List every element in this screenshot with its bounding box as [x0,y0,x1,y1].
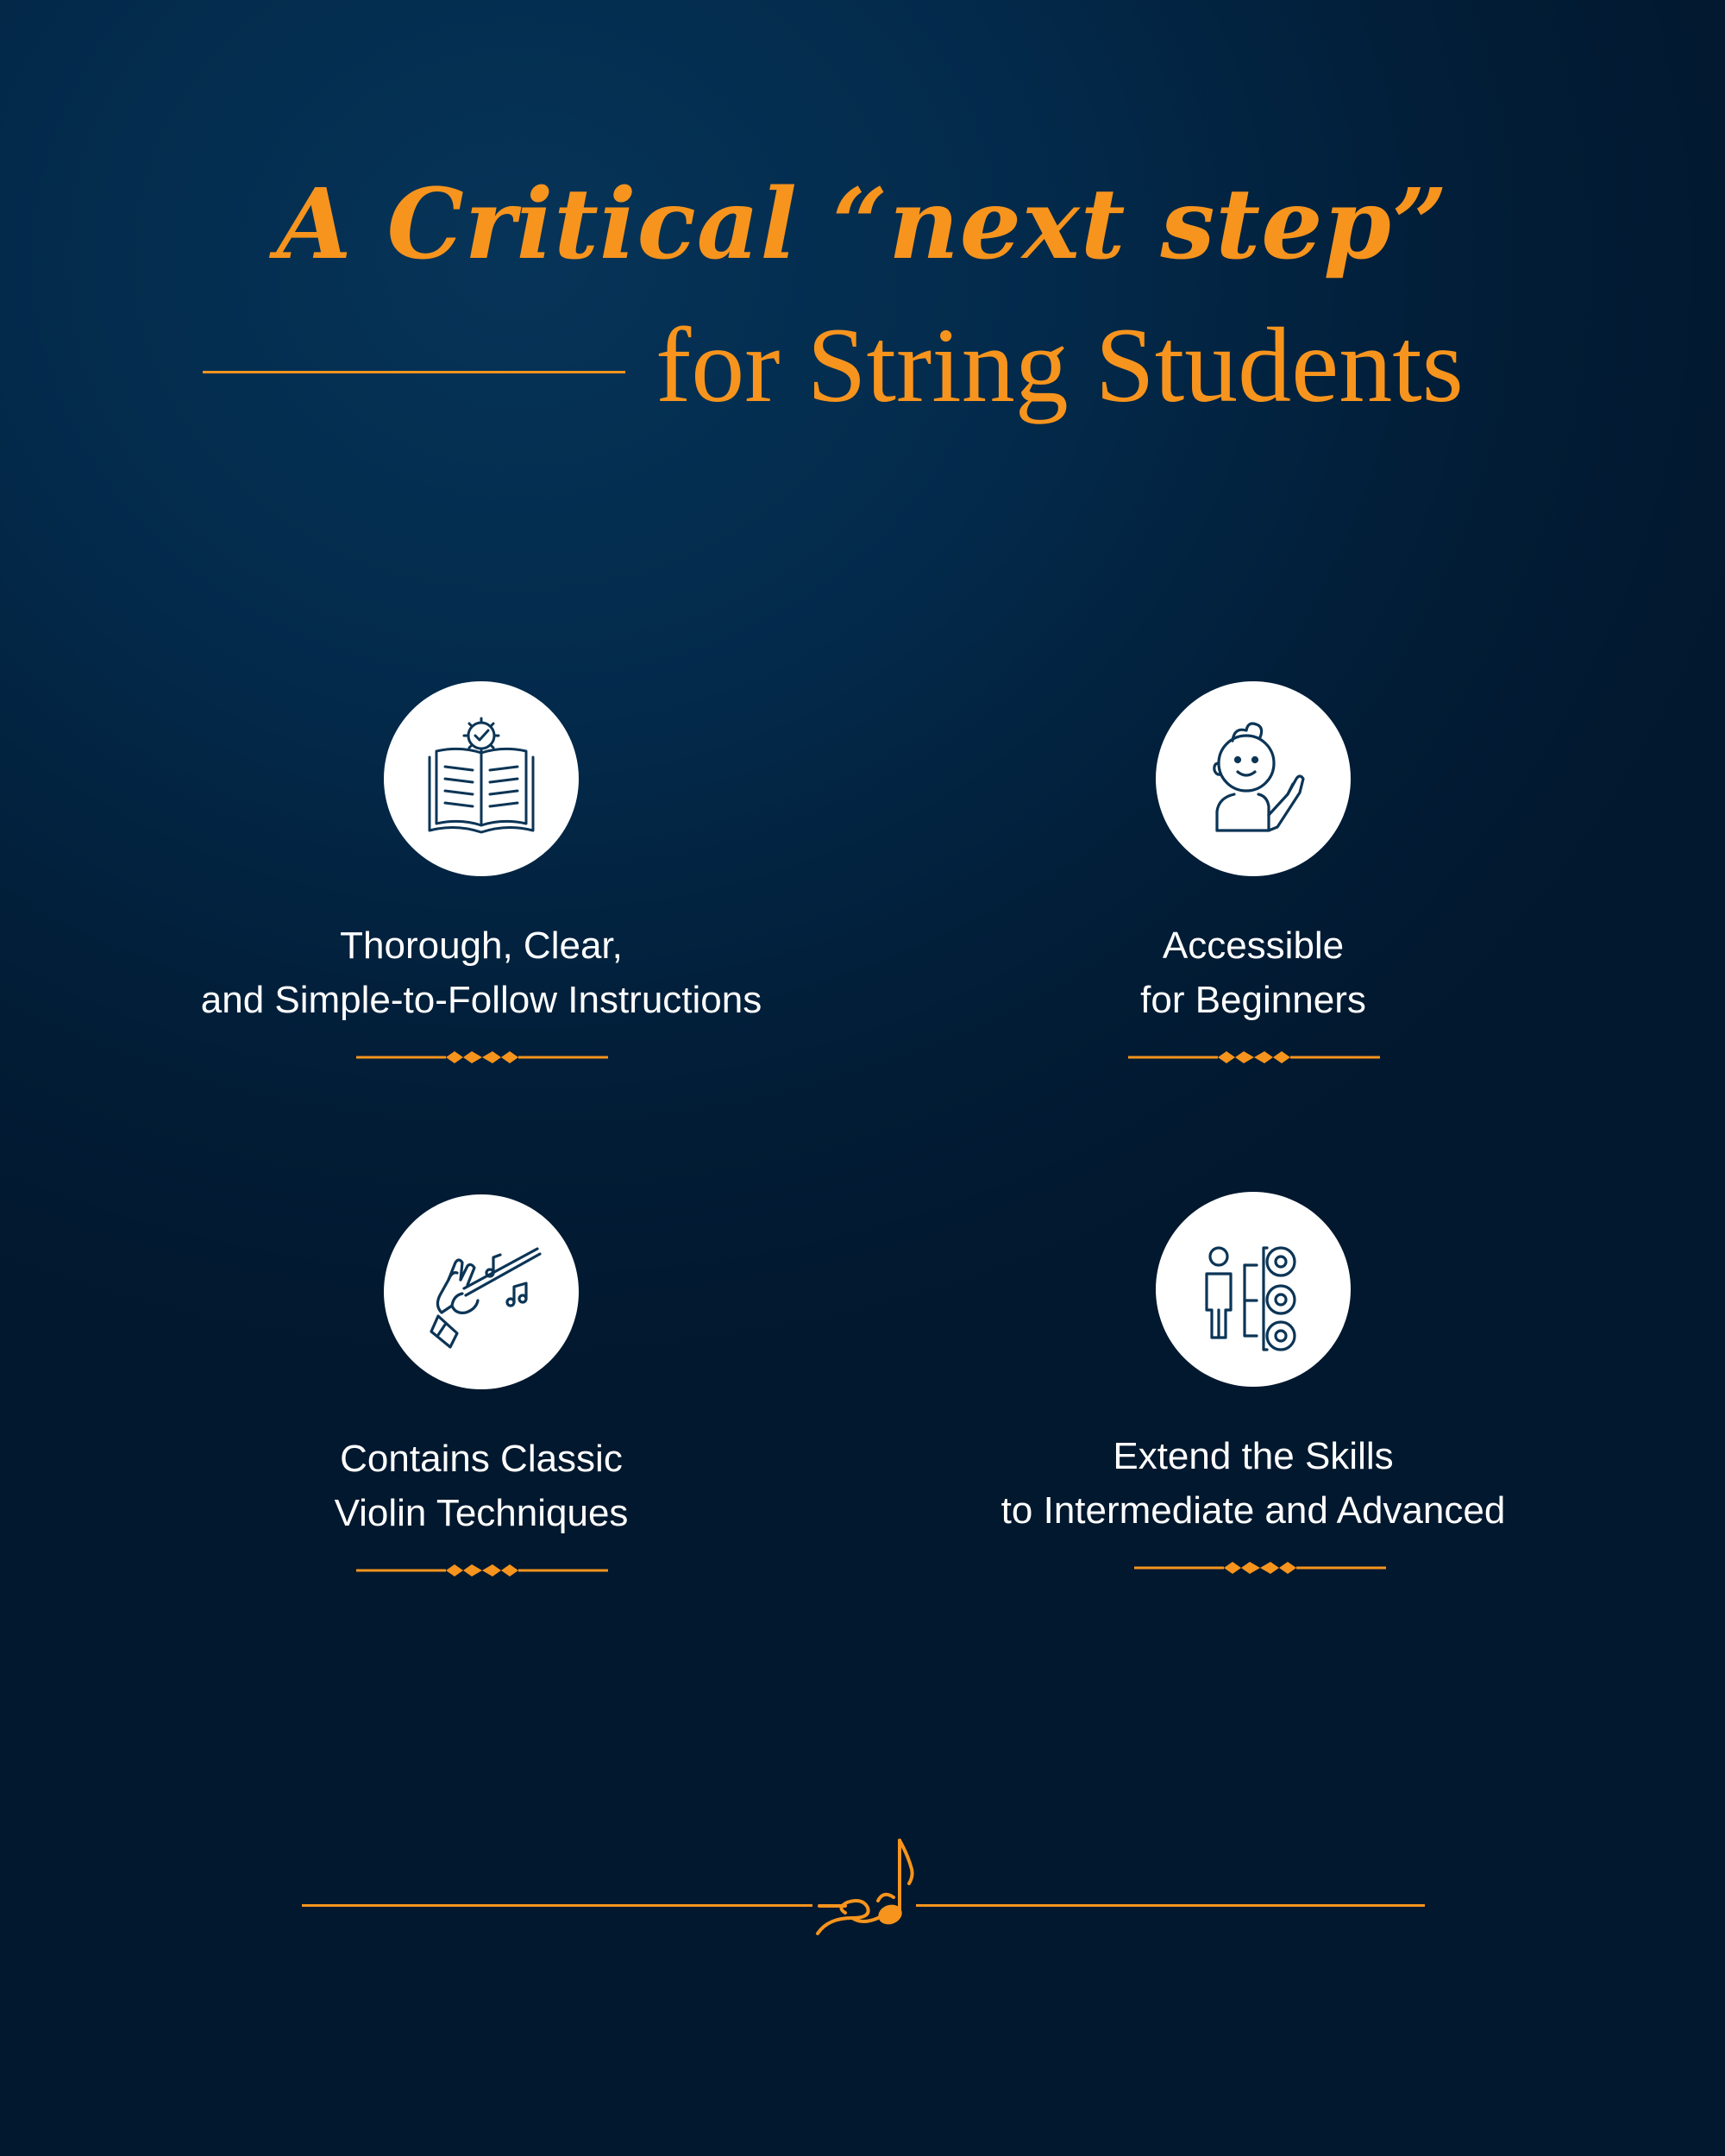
title-underline-rule [203,371,625,373]
ornament-divider [1134,1559,1386,1576]
icon-badge [384,681,579,876]
icon-badge [1156,681,1351,876]
caption-line: Violin Techniques [334,1492,629,1534]
caption-line: and Simple-to-Follow Instructions [200,979,762,1021]
feature-caption [925,918,1581,1027]
feature-caption [154,918,809,1027]
music-note-icon [811,1828,923,1940]
caption-line: Accessible [1162,924,1345,967]
icon-badge [384,1194,579,1389]
footer-rule-left [302,1904,812,1907]
caption-line: Contains Classic [340,1438,623,1480]
caption-line: for Beginners [1140,979,1366,1021]
caption-line: Extend the Skills [1113,1435,1394,1477]
ornament-divider [356,1049,608,1066]
footer-rule-right [916,1904,1425,1907]
page-title-line1: A Critical “next step” [276,168,1449,281]
ornament-divider [1128,1049,1380,1066]
icon-badge [1156,1192,1351,1387]
feature-caption [925,1429,1581,1538]
caption-line: to Intermediate and Advanced [1000,1489,1506,1532]
feature-caption [154,1432,809,1540]
page-title-line2: for String Students [656,306,1464,424]
person-speakers-icon [1184,1220,1322,1358]
child-waving-icon [1184,710,1322,848]
ornament-divider [356,1562,608,1579]
conductor-hand-baton-icon [412,1223,550,1361]
caption-line: Thorough, Clear, [340,924,623,967]
book-gear-check-icon [412,710,550,848]
